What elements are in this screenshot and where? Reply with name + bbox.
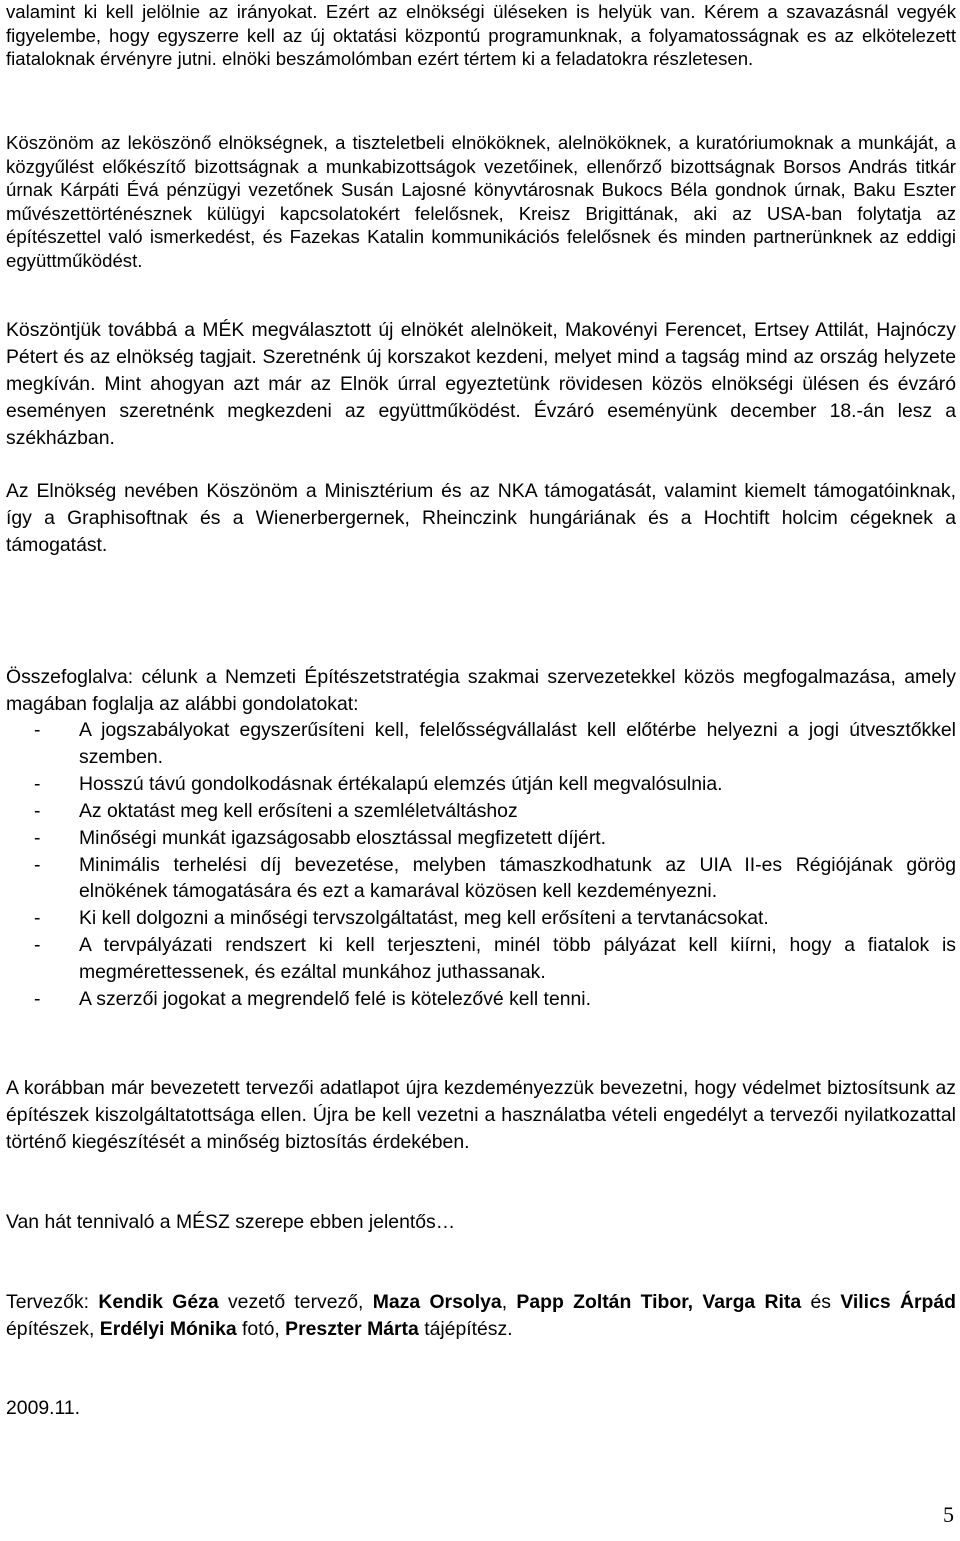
credits bbox=[6, 1289, 956, 1343]
list-dash: - bbox=[34, 719, 41, 741]
list-item bbox=[6, 717, 956, 771]
list-dash: - bbox=[34, 826, 41, 849]
paragraph-closing: Van hát tennivaló a MÉSZ szerepe ebben jelentős… bbox=[6, 1211, 456, 1233]
list-dash: - bbox=[34, 853, 41, 876]
list-item-text: Az oktatást meg kell erősíteni a szemléletváltáshoz bbox=[79, 799, 518, 822]
list-dash: - bbox=[34, 799, 41, 822]
credit-role: tájépítész. bbox=[424, 1317, 513, 1340]
paragraph-intro: valamint ki kell jelölnie az irányokat. Ezért az elnökségi üléseken is helyük van. Kérem a szavazásnál vegyék figyelembe, hogy egyszerre kell az új oktatási központú programunknak, a folyamatosságnak es az elkötelezett fiataloknak érvényre jutni. elnöki beszámolómban ezért tértem ki a feladatokra részletesen. bbox=[6, 1, 956, 69]
list-item-text: A tervpályázati rendszert ki kell terjeszteni, minél több pályázat kell kiírni, hogy a fiatalok is megmérettessenek, és ezáltal munkához juthassanak. bbox=[79, 934, 956, 984]
credit-name: Papp Zoltán Tibor, Varga Rita bbox=[516, 1291, 802, 1313]
document-date: 2009.11. bbox=[6, 1397, 81, 1419]
credit-role: építészek, bbox=[6, 1317, 95, 1340]
list-item-text: Minimális terhelési díj bevezetése, melyben támaszkodhatunk az UIA II-es Régiójának görög elnökének támogatására és ezt a kamarával közösen kell kezdeményezni. bbox=[79, 853, 956, 903]
list-item-text: A szerzői jogokat a megrendelő felé is kötelezővé kell tenni. bbox=[79, 988, 591, 1011]
list-item bbox=[6, 986, 956, 1013]
list-item-text: Minőségi munkát igazságosabb elosztással megfizetett díjért. bbox=[79, 826, 607, 849]
paragraph-support: Az Elnökség nevében Köszönöm a Minisztérium és az NKA támogatását, valamint kiemelt támogatóinknak, így a Graphisoftnak és a Wienerbergernek, Rheinczink hungáriának és a Hochtift holcim cégeknek a támogatást. bbox=[6, 480, 956, 556]
page-number: 5 bbox=[943, 1502, 954, 1527]
list-dash: - bbox=[34, 934, 41, 957]
credit-name: Vilics Árpád bbox=[840, 1291, 956, 1313]
list-item bbox=[6, 852, 956, 906]
list-item bbox=[6, 798, 956, 825]
paragraph-datasheet: A korábban már bevezetett tervezői adatlapot újra kezdeményezzük bevezetni, hogy védelmet biztosítsunk az építészek kiszolgáltatottsága ellen. Újra be kell vezetni a használatba vételi engedélyt a tervezői nyilatkozattal történő kiegészítését a minőség biztosítás érdekében. bbox=[6, 1077, 956, 1153]
list-item bbox=[6, 932, 956, 986]
list-item bbox=[6, 825, 956, 852]
paragraph-thanks: Köszönöm az leköszönő elnökségnek, a tiszteletbeli elnököknek, alelnököknek, a kuratóriumoknak a munkáját, a közgyűlést előkészítő bizottságnak a munkabizottságok vezetőinek, ellenőrző bizottságnak Borsos András titkár úrnak Kárpáti Évá pénzügyi vezetőnek Susán Lajosné könyvtárosnak Bukocs Béla gondnok úrnak, Baku Eszter művészettörténésznek külügyi kapcsolatokért felelősnek, Kreisz Brigittának, aki az USA-ban folytatja az építészettel való ismerkedést, és Fazekas Katalin kommunikációs felelősnek és minden partnerünknek az eddigi együttműködést. bbox=[6, 132, 956, 271]
paragraph-greeting: Köszöntjük továbbá a MÉK megválasztott új elnökét alelnökeit, Makovényi Ferencet, Ertsey Attilát, Hajnóczy Pétert és az elnökség tagjait. Szeretnénk új korszakot kezdeni, melyet mind a tagság mind az ország helyzete megkíván. Mint ahogyan azt már az Elnök úrral egyeztetünk rövidesen közös elnökségi ülésen és évzáró eseményen szeretnénk megkezdeni az együttműködést. Évzáró eseményünk december 18.-án lesz a székházban. bbox=[6, 319, 956, 449]
list-item-text: Ki kell dolgozni a minőségi tervszolgáltatást, meg kell erősíteni a tervtanácsokat. bbox=[79, 907, 769, 930]
credit-name: Kendik Géza bbox=[98, 1291, 219, 1313]
list-item-text: A jogszabályokat egyszerűsíteni kell, felelősségvállalást kell előtérbe helyezni a jogi útvesztőkkel szemben. bbox=[79, 719, 956, 768]
goals-list bbox=[6, 717, 956, 1013]
credits-label: Tervezők: bbox=[6, 1291, 89, 1313]
paragraph-summary: Összefoglalva: célunk a Nemzeti Építészetstratégia szakmai szervezetekkel közös megfogalmazása, amely magában foglalja az alábbi gondolatokat: bbox=[6, 666, 956, 715]
list-dash: - bbox=[34, 907, 41, 930]
list-item-text: Hosszú távú gondolkodásnak értékalapú elemzés útján kell megvalósulnia. bbox=[79, 772, 723, 795]
credit-name: Preszter Márta bbox=[285, 1317, 419, 1340]
list-dash: - bbox=[34, 772, 41, 795]
credit-and: és bbox=[810, 1291, 831, 1313]
list-item bbox=[6, 905, 956, 932]
credit-separator: , bbox=[501, 1291, 508, 1313]
credit-name: Maza Orsolya bbox=[372, 1291, 502, 1313]
credit-role: vezető tervező, bbox=[227, 1291, 364, 1313]
credit-name: Erdélyi Mónika bbox=[99, 1317, 237, 1340]
credit-role: fotó, bbox=[242, 1317, 280, 1340]
list-item bbox=[6, 771, 956, 798]
list-dash: - bbox=[34, 988, 41, 1011]
